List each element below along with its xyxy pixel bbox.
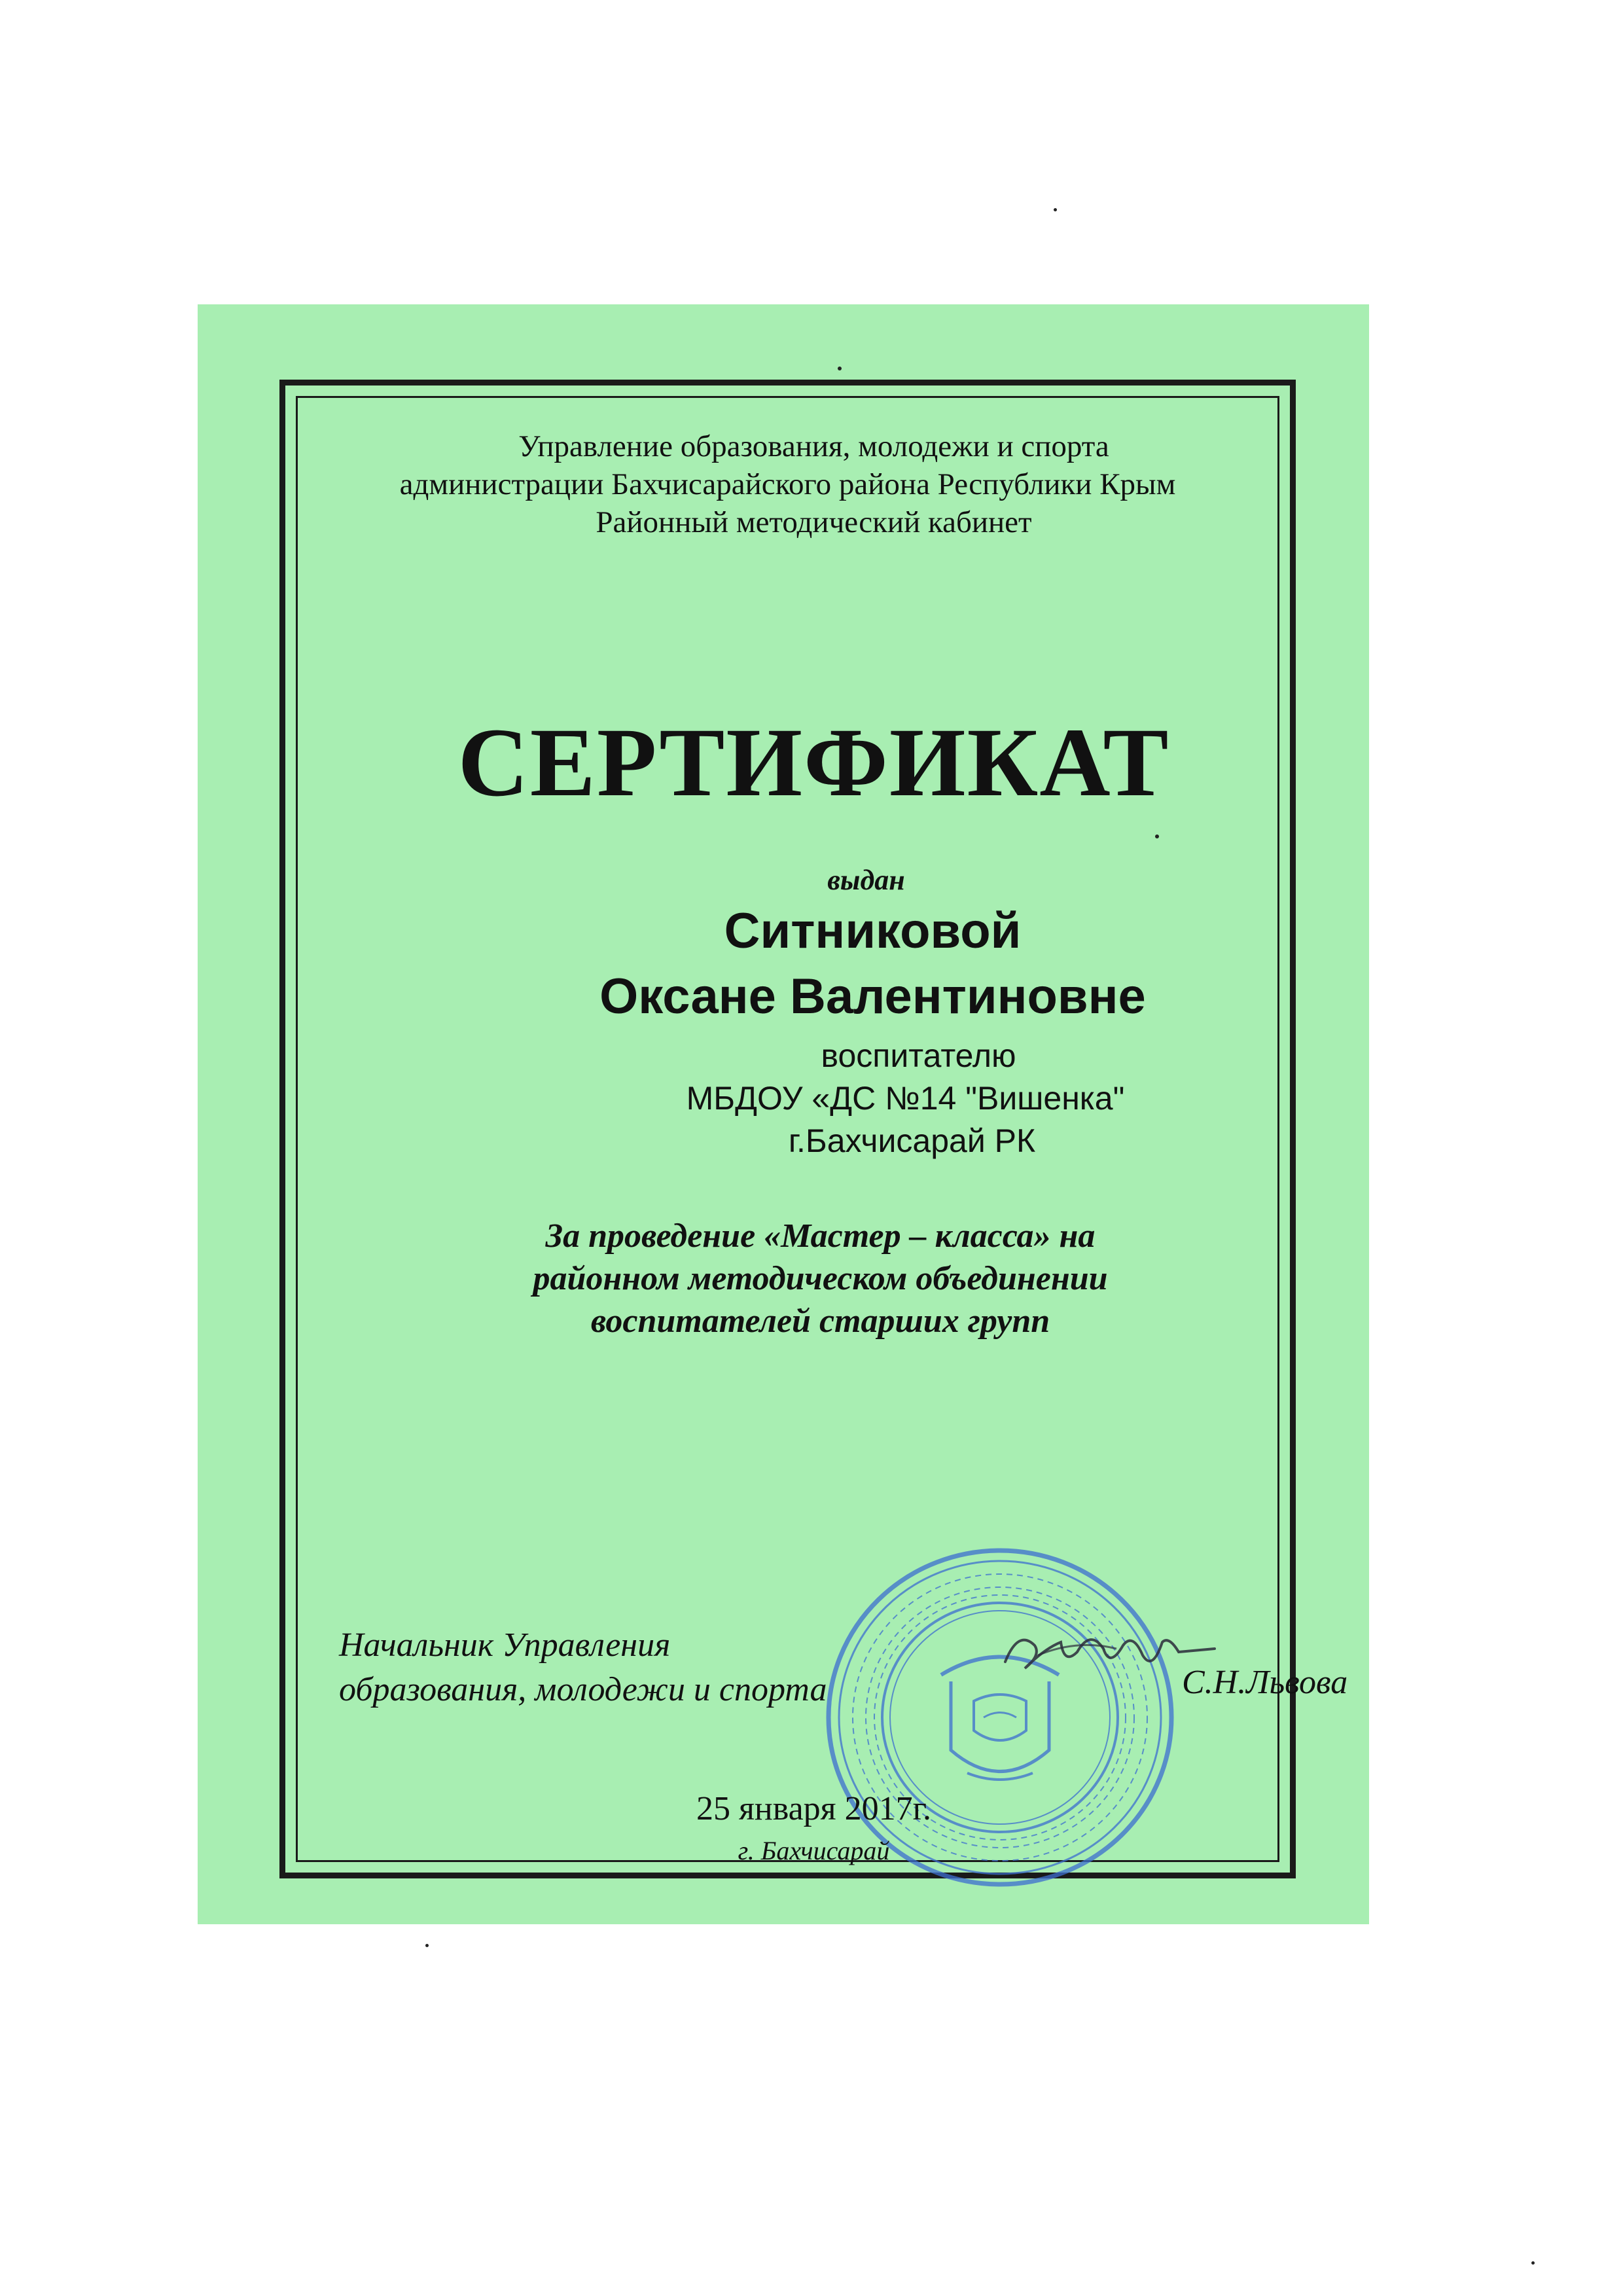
reason-line-1: За проведение «Мастер – класса» на xyxy=(545,1217,1096,1255)
header-line-2: администрации Бахчисарайского района Республики Крым xyxy=(399,467,1176,501)
issue-date: 25 января 2017г. xyxy=(696,1790,932,1827)
signatory-name: С.Н.Львова xyxy=(1182,1664,1348,1701)
scan-speck xyxy=(1155,834,1159,838)
issued-label: выдан xyxy=(827,864,905,896)
recipient-institution: МБДОУ «ДС №14 "Вишенка" xyxy=(686,1080,1125,1117)
certificate-frame xyxy=(279,380,1348,1878)
recipient-surname: Ситниковой xyxy=(724,903,1022,959)
header-line-1: Управление образования, молодежи и спорта xyxy=(518,429,1109,463)
signatory-title-line-1: Начальник Управления xyxy=(339,1626,671,1664)
recipient-position: воспитателю xyxy=(821,1037,1016,1074)
scan-speck xyxy=(838,367,842,370)
reason-line-3: воспитателей старших групп xyxy=(590,1302,1050,1340)
header-line-3: Районный методический кабинет xyxy=(596,505,1032,539)
certificate-title: СЕРТИФИКАТ xyxy=(457,708,1170,817)
scan-speck xyxy=(425,1944,429,1947)
scan-speck xyxy=(1054,208,1057,211)
signatory-title-line-2: образования, молодежи и спорта xyxy=(339,1671,827,1708)
scan-speck xyxy=(1531,2261,1535,2265)
issue-city: г. Бахчисарай xyxy=(738,1836,890,1865)
recipient-given-name: Оксане Валентиновне xyxy=(599,969,1146,1024)
reason-line-2: районном методическом объединении xyxy=(533,1260,1108,1297)
recipient-location: г.Бахчисарай РК xyxy=(788,1122,1036,1159)
certificate-sheet xyxy=(198,304,1369,1924)
